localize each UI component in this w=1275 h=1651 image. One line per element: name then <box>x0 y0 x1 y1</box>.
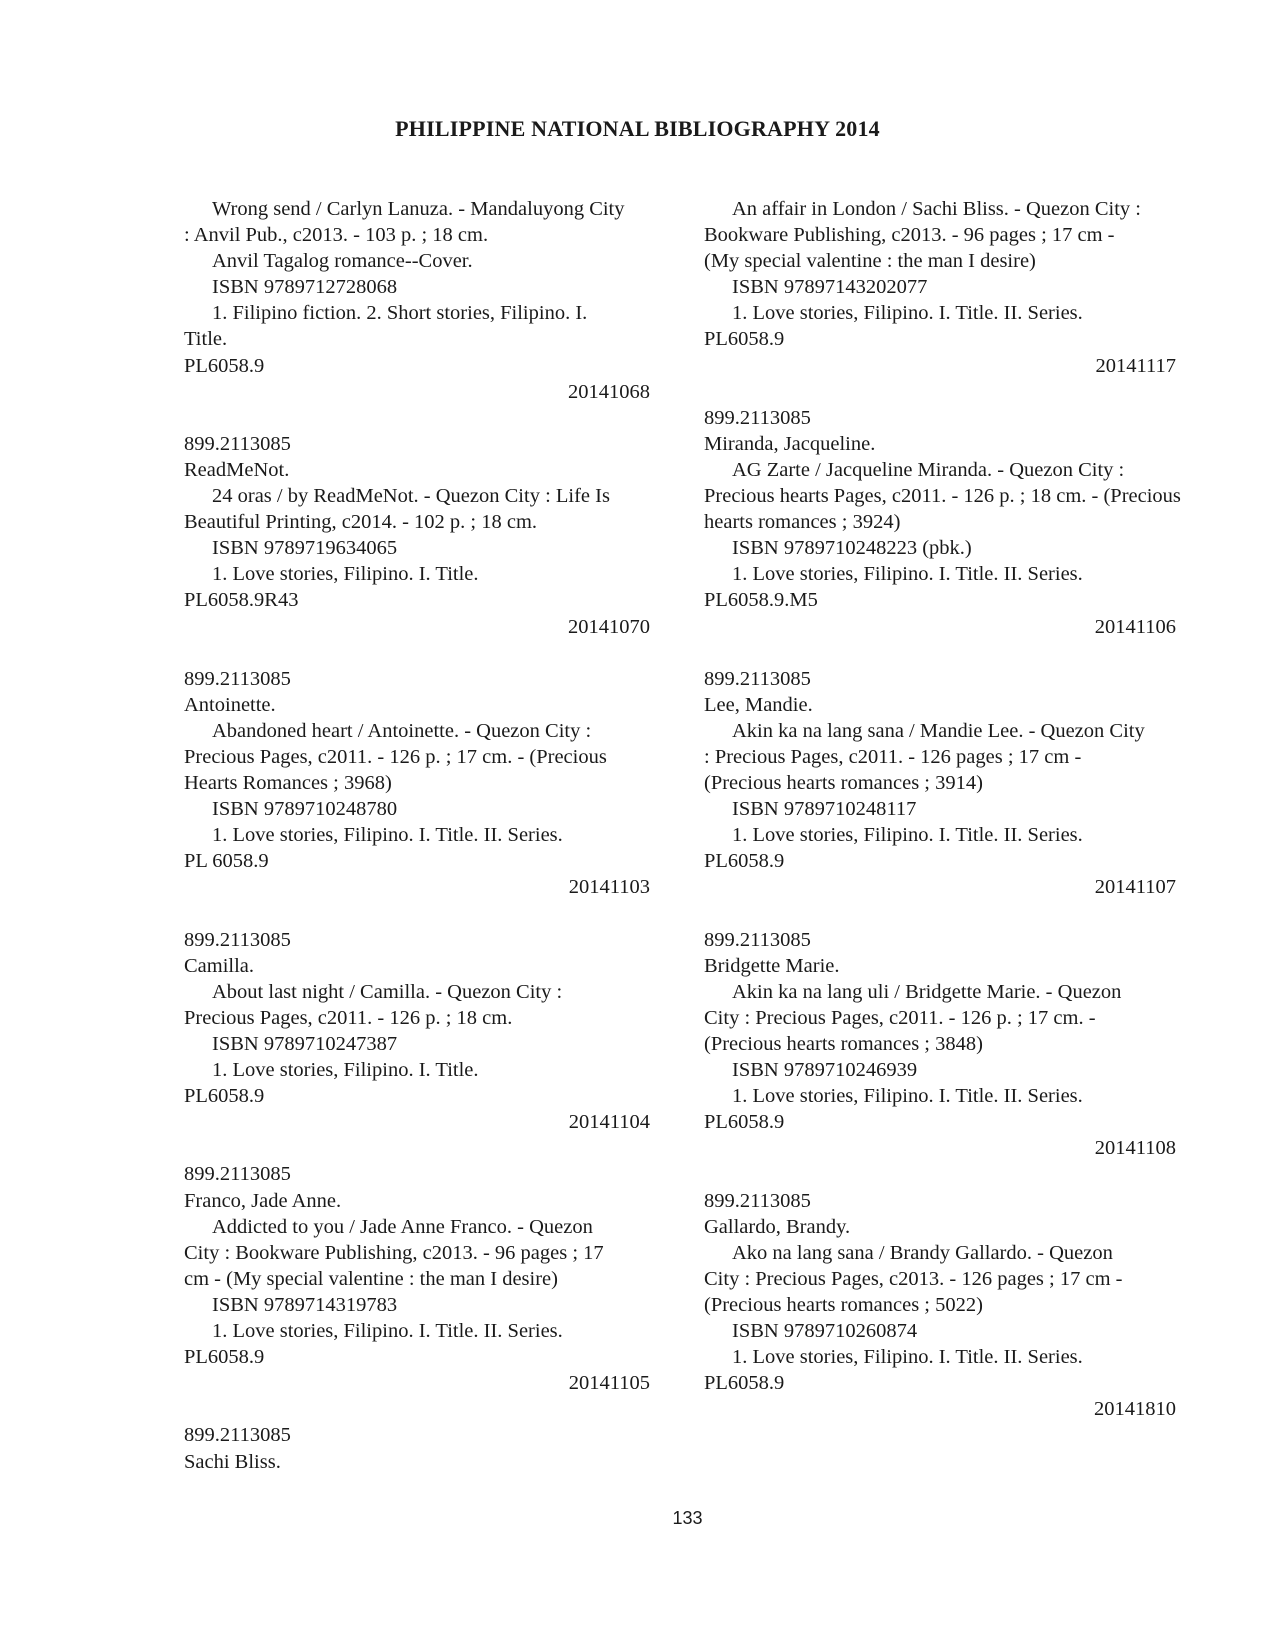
entry-line: Bookware Publishing, c2013. - 96 pages ; 17 cm - <box>704 224 1115 247</box>
bibliography-entry <box>704 405 1190 640</box>
entry-line: ISBN 9789712728068 <box>212 276 398 299</box>
entry-line: 899.2113085 <box>184 1163 291 1186</box>
record-number: 20141070 <box>568 615 650 638</box>
bibliography-entry <box>704 927 1190 1162</box>
entry-line: 1. Love stories, Filipino. I. Title. II. Series. <box>732 1085 1083 1108</box>
entry-line: ISBN 9789710248117 <box>732 798 917 821</box>
right-column <box>704 196 1190 1422</box>
entry-line: PL 6058.9 <box>184 850 269 873</box>
entry-line: : Anvil Pub., c2013. - 103 p. ; 18 cm. <box>184 224 489 247</box>
entry-line: Wrong send / Carlyn Lanuza. - Mandaluyong City <box>212 198 625 220</box>
record-number: 20141108 <box>1094 1137 1176 1160</box>
entry-line: City : Precious Pages, c2013. - 126 pages ; 17 cm - <box>704 1267 1123 1290</box>
entry-line: 899.2113085 <box>184 432 291 455</box>
entry-line: PL6058.9 <box>704 1111 785 1134</box>
entry-line: Addicted to you / Jade Anne Franco. - Quezon <box>212 1215 593 1238</box>
entry-line: PL6058.9 <box>704 850 785 873</box>
entry-line: 899.2113085 <box>704 406 811 429</box>
entry-line: PL6058.9R43 <box>184 589 299 612</box>
bibliography-entry <box>184 1422 664 1474</box>
entry-line: PL6058.9.M5 <box>704 589 818 612</box>
entry-line: 899.2113085 <box>184 1424 291 1447</box>
entry-line: Franco, Jade Anne. <box>184 1189 342 1212</box>
record-number: 20141104 <box>568 1111 650 1134</box>
bibliography-entry <box>704 666 1190 901</box>
bibliography-entry <box>184 927 664 1136</box>
entry-line: ISBN 9789719634065 <box>212 537 398 560</box>
record-number: 20141068 <box>568 380 650 403</box>
entry-line: 899.2113085 <box>184 928 291 951</box>
entry-line: Title. <box>184 328 228 351</box>
entry-line: ISBN 9789710246939 <box>732 1059 918 1082</box>
record-number: 20141105 <box>568 1372 650 1395</box>
entry-spacer <box>184 901 664 927</box>
entry-line: PL6058.9 <box>704 1372 785 1395</box>
entry-line: ISBN 9789710247387 <box>212 1033 398 1055</box>
entry-line: ISBN 97897143202077 <box>732 276 928 299</box>
entry-spacer <box>184 640 664 666</box>
record-number: 20141117 <box>1095 354 1176 377</box>
entry-line: Akin ka na lang sana / Mandie Lee. - Quezon City <box>732 719 1145 742</box>
bibliography-entry <box>704 1188 1190 1423</box>
entry-line: Gallardo, Brandy. <box>704 1215 851 1238</box>
record-number: 20141106 <box>1094 615 1176 638</box>
entry-line: Miranda, Jacqueline. <box>704 432 876 455</box>
entry-line: cm - (My special valentine : the man I desire) <box>184 1267 558 1290</box>
entry-line: 1. Love stories, Filipino. I. Title. II. Series. <box>732 1346 1083 1369</box>
entry-line: 1. Love stories, Filipino. I. Title. II. Series. <box>732 824 1083 847</box>
entry-line: AG Zarte / Jacqueline Miranda. - Quezon City : <box>732 458 1125 481</box>
entry-line: 1. Love stories, Filipino. I. Title. II. Series. <box>212 824 563 847</box>
bibliography-entry <box>184 1161 664 1396</box>
entry-line: (Precious hearts romances ; 3848) <box>704 1033 983 1055</box>
page-number: 133 <box>672 1508 703 1528</box>
entry-line: 899.2113085 <box>704 667 811 690</box>
entry-line: (Precious hearts romances ; 5022) <box>704 1293 983 1316</box>
entry-line: PL6058.9 <box>184 1085 265 1108</box>
bibliography-entry <box>184 666 664 901</box>
bibliography-entry <box>704 196 1190 379</box>
entry-line: ISBN 9789710260874 <box>732 1320 918 1343</box>
entry-line: 1. Love stories, Filipino. I. Title. II. Series. <box>212 1320 563 1343</box>
entry-spacer <box>704 1161 1190 1187</box>
entry-line: 1. Love stories, Filipino. I. Title. II. Series. <box>732 563 1083 586</box>
entry-line: ISBN 9789710248780 <box>212 798 398 821</box>
entry-line: About last night / Camilla. - Quezon City : <box>212 980 563 1003</box>
entry-line: Bridgette Marie. <box>704 954 840 977</box>
entry-line: 1. Love stories, Filipino. I. Title. <box>212 563 479 586</box>
entry-line: An affair in London / Sachi Bliss. - Quezon City : <box>732 198 1141 220</box>
record-number: 20141107 <box>1094 876 1176 899</box>
entry-line: Antoinette. <box>184 693 276 716</box>
entry-line: PL6058.9 <box>184 354 265 377</box>
entry-line: Hearts Romances ; 3968) <box>184 772 392 795</box>
entry-line: Camilla. <box>184 954 255 977</box>
entry-spacer <box>184 1135 664 1161</box>
entry-line: hearts romances ; 3924) <box>704 511 901 534</box>
record-number: 20141810 <box>1094 1398 1176 1421</box>
entry-line: Sachi Bliss. <box>184 1450 281 1473</box>
entry-line: Precious Pages, c2011. - 126 p. ; 18 cm. <box>184 1006 513 1029</box>
entry-line: Precious hearts Pages, c2011. - 126 p. ; 18 cm. - (Precious <box>704 485 1181 508</box>
entry-line: Akin ka na lang uli / Bridgette Marie. - Quezon <box>732 980 1122 1003</box>
record-number: 20141103 <box>568 876 650 899</box>
entry-line: Precious Pages, c2011. - 126 p. ; 17 cm. - (Precious <box>184 745 607 768</box>
page-title: PHILIPPINE NATIONAL BIBLIOGRAPHY 2014 <box>395 116 880 141</box>
bibliography-entry <box>184 431 664 640</box>
left-column <box>184 196 664 1475</box>
entry-line: City : Precious Pages, c2011. - 126 p. ; 17 cm. - <box>704 1006 1096 1029</box>
entry-line: 1. Love stories, Filipino. I. Title. II. Series. <box>732 302 1083 325</box>
entry-line: Lee, Mandie. <box>704 693 813 716</box>
entry-line: 24 oras / by ReadMeNot. - Quezon City : Life Is <box>212 485 610 508</box>
entry-spacer <box>704 901 1190 927</box>
entry-line: 899.2113085 <box>704 928 811 951</box>
entry-line: 899.2113085 <box>704 1189 811 1212</box>
entry-line: Anvil Tagalog romance--Cover. <box>212 250 473 273</box>
entry-line: 899.2113085 <box>184 667 291 690</box>
entry-line: : Precious Pages, c2011. - 126 pages ; 17 cm - <box>704 745 1082 768</box>
entry-line: 1. Filipino fiction. 2. Short stories, Filipino. I. <box>212 302 588 325</box>
entry-line: ReadMeNot. <box>184 458 290 481</box>
entry-line: ISBN 9789714319783 <box>212 1293 398 1316</box>
entry-line: Abandoned heart / Antoinette. - Quezon City : <box>212 719 592 742</box>
entry-line: Ako na lang sana / Brandy Gallardo. - Quezon <box>732 1241 1113 1264</box>
entry-spacer <box>184 1396 664 1422</box>
entry-spacer <box>184 405 664 431</box>
entry-spacer <box>704 640 1190 666</box>
entry-line: Beautiful Printing, c2014. - 102 p. ; 18 cm. <box>184 511 538 534</box>
entry-line: 1. Love stories, Filipino. I. Title. <box>212 1059 479 1082</box>
entry-line: PL6058.9 <box>704 328 785 351</box>
entry-line: City : Bookware Publishing, c2013. - 96 pages ; 17 <box>184 1241 604 1264</box>
entry-line: (My special valentine : the man I desire) <box>704 250 1036 273</box>
entry-line: (Precious hearts romances ; 3914) <box>704 772 983 795</box>
entry-spacer <box>704 379 1190 405</box>
entry-line: ISBN 9789710248223 (pbk.) <box>732 537 972 560</box>
bibliography-entry <box>184 196 664 405</box>
entry-line: PL6058.9 <box>184 1346 265 1369</box>
